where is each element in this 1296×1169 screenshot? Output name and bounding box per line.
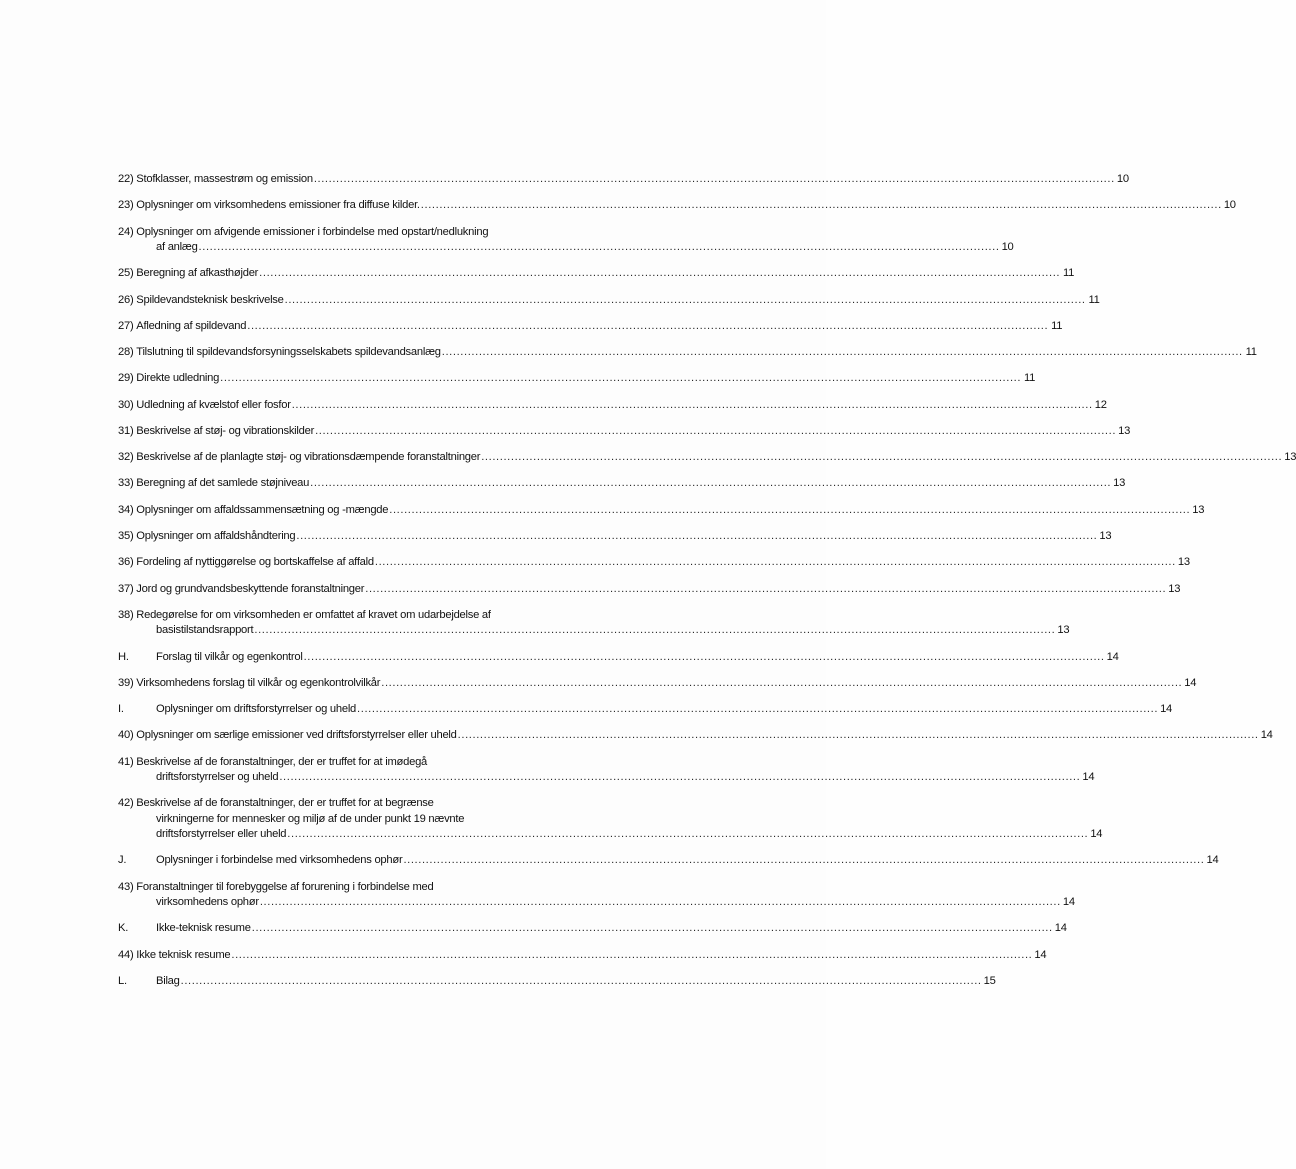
dot-leader <box>247 319 1048 334</box>
dot-leader <box>254 623 1055 638</box>
toc-entry-title: Udledning af kvælstof eller fosfor <box>136 398 291 411</box>
toc-entry-title: Direkte udledning <box>136 372 220 385</box>
toc-entry[interactable] <box>118 398 1107 413</box>
toc-entry[interactable] <box>118 555 1190 570</box>
dot-leader <box>310 476 1111 491</box>
toc-entry-line <box>118 529 1112 544</box>
toc-entry-line <box>118 676 1197 691</box>
toc-entry-number: 40) <box>118 729 137 742</box>
toc-page-number: 12 <box>1094 398 1107 411</box>
toc-entry-title: Ikke-teknisk resume <box>156 922 251 935</box>
toc-entry[interactable] <box>118 319 1063 334</box>
toc-entry-line <box>118 371 1036 386</box>
toc-page-number: 10 <box>1001 240 1014 253</box>
toc-entry-title: Oplysninger om affaldssammensætning og -mængde <box>136 503 389 516</box>
toc-page-number: 13 <box>1177 556 1190 569</box>
toc-page-number: 14 <box>1106 650 1119 663</box>
dot-leader <box>381 676 1182 691</box>
toc-entry-title: Oplysninger om affaldshåndtering <box>136 530 296 543</box>
toc-entry-number: 36) <box>118 556 137 569</box>
toc-entry-title: Ikke teknisk resume <box>136 948 231 961</box>
toc-entry-number: 44) <box>118 948 137 961</box>
dot-leader <box>292 398 1093 413</box>
toc-entry-title: driftsforstyrrelser og uheld <box>156 771 279 784</box>
toc-entry[interactable] <box>118 948 1047 963</box>
toc-entry-title: Spildevandsteknisk beskrivelse <box>136 293 284 306</box>
toc-entry-title: Beskrivelse af de foranstaltninger, der er truffet for at imødegå <box>136 755 428 768</box>
toc-entry-title: Oplysninger om driftsforstyrrelser og uheld <box>156 703 357 716</box>
toc-entry[interactable] <box>118 529 1112 544</box>
toc-entry-line <box>118 345 1257 360</box>
toc-page-number: 13 <box>1284 451 1296 464</box>
toc-entry-line <box>118 853 1219 868</box>
toc-entry-line <box>118 225 588 240</box>
toc-entry[interactable] <box>118 796 1103 842</box>
toc-entry[interactable] <box>118 225 1014 256</box>
toc-entry-title: driftsforstyrrelser eller uheld <box>156 828 287 841</box>
toc-entry-title: Beskrivelse af støj- og vibrationskilder <box>136 424 315 437</box>
toc-entry[interactable] <box>118 345 1257 360</box>
toc-entry-line <box>118 555 1190 570</box>
toc-entry-number: L. <box>118 974 127 987</box>
toc-entry-number: J. <box>118 854 127 867</box>
toc-entry-number: 27) <box>118 319 137 332</box>
dot-leader <box>252 921 1053 936</box>
toc-entry-number: 42) <box>118 797 137 810</box>
toc-entry-number: H. <box>118 650 129 663</box>
toc-entry-line <box>118 796 588 811</box>
table-of-contents <box>118 172 1296 1000</box>
toc-entry[interactable] <box>118 921 1067 936</box>
toc-entry-line <box>118 503 1205 518</box>
toc-entry[interactable] <box>118 172 1129 187</box>
toc-page-number: 14 <box>1160 703 1173 716</box>
toc-entry-title: Stofklasser, massestrøm og emission <box>136 173 313 185</box>
toc-page-number: 13 <box>1099 530 1112 543</box>
toc-entry-line <box>118 198 1236 213</box>
toc-entry-line <box>118 895 1075 910</box>
toc-entry-line <box>118 319 1063 334</box>
toc-entry[interactable] <box>118 676 1197 691</box>
toc-entry-line <box>118 770 1095 785</box>
toc-entry-title: Beregning af det samlede støjniveau <box>136 477 310 490</box>
toc-entry[interactable] <box>118 476 1126 491</box>
toc-entry-line <box>118 476 1126 491</box>
toc-entry-title: Afledning af spildevand <box>136 319 247 332</box>
toc-entry-title: af anlæg <box>156 240 198 253</box>
toc-entry-number: 37) <box>118 582 137 595</box>
toc-entry[interactable] <box>118 371 1036 386</box>
toc-page-number: 11 <box>1063 267 1075 280</box>
toc-entry-line <box>118 398 1107 413</box>
toc-entry[interactable] <box>118 650 1119 665</box>
toc-entry-line <box>118 172 1129 187</box>
toc-entry[interactable] <box>118 293 1100 308</box>
dot-leader <box>365 582 1166 597</box>
toc-entry-line <box>118 240 1014 255</box>
toc-page-number: 14 <box>1090 828 1103 841</box>
dot-leader <box>287 827 1088 842</box>
toc-entry-title: Beregning af afkasthøjder <box>136 267 259 280</box>
toc-page-number: 11 <box>1023 372 1036 385</box>
dot-leader <box>199 240 1000 255</box>
toc-entry-line <box>118 921 1067 936</box>
toc-entry-title: Oplysninger om særlige emissioner ved driftsforstyrrelser eller uheld <box>136 729 457 742</box>
toc-entry[interactable] <box>118 582 1181 597</box>
toc-entry-title: Jord og grundvandsbeskyttende foranstaltninger <box>136 582 365 595</box>
toc-page-number: 14 <box>1062 896 1075 909</box>
toc-entry-number: 39) <box>118 676 137 689</box>
toc-entry[interactable] <box>118 702 1173 717</box>
dot-leader <box>231 948 1032 963</box>
toc-page-number: 14 <box>1034 948 1047 961</box>
toc-entry-line <box>118 827 1103 842</box>
toc-page-number: 14 <box>1054 922 1067 935</box>
dot-leader <box>279 770 1080 785</box>
dot-leader <box>296 529 1097 544</box>
toc-page-number: 11 <box>1051 319 1063 332</box>
toc-entry[interactable] <box>118 853 1219 868</box>
toc-entry-title: Oplysninger om virksomhedens emissioner fra diffuse kilder. <box>136 199 420 212</box>
dot-leader <box>421 198 1222 213</box>
toc-entry-number: 22) <box>118 173 137 185</box>
toc-entry-number: 38) <box>118 608 137 621</box>
toc-entry-title: Beskrivelse af de planlagte støj- og vibrationsdæmpende foranstaltninger <box>136 451 481 464</box>
toc-entry-number: 26) <box>118 293 137 306</box>
toc-entry-title: Virksomhedens forslag til vilkår og egenkontrolvilkår <box>136 676 381 689</box>
toc-entry-number: 41) <box>118 755 137 768</box>
toc-entry-number: 35) <box>118 530 137 543</box>
toc-entry-title: Fordeling af nyttiggørelse og bortskaffelse af affald <box>136 556 374 569</box>
toc-entry-number: 24) <box>118 225 137 238</box>
toc-entry-number: 33) <box>118 477 137 490</box>
toc-entry-title: Tilslutning til spildevandsforsyningsselskabets spildevandsanlæg <box>136 346 441 359</box>
dot-leader <box>314 172 1115 187</box>
toc-entry-line <box>118 293 1100 308</box>
toc-entry-line <box>118 728 1273 743</box>
dot-leader <box>260 895 1061 910</box>
toc-entry[interactable] <box>118 424 1131 439</box>
toc-entry-line <box>118 608 588 623</box>
toc-entry-line <box>118 948 1047 963</box>
toc-page-number: 14 <box>1260 729 1273 742</box>
toc-entry-line <box>118 755 588 770</box>
toc-entry-title: virksomhedens ophør <box>156 896 259 909</box>
toc-page-number: 10 <box>1116 173 1129 185</box>
toc-entry-number: 34) <box>118 503 137 516</box>
toc-entry-title: Oplysninger om afvigende emissioner i forbindelse med opstart/nedlukning <box>136 225 489 238</box>
toc-entry-title: Oplysninger i forbindelse med virksomhedens ophør <box>156 854 403 867</box>
toc-page-number: 11 <box>1245 346 1257 359</box>
dot-leader <box>304 650 1105 665</box>
toc-entry-line <box>118 812 588 827</box>
dot-leader <box>220 371 1021 386</box>
toc-entry[interactable] <box>118 880 1075 911</box>
toc-entry[interactable] <box>118 755 1095 786</box>
toc-entry-number: 43) <box>118 880 137 893</box>
toc-entry[interactable] <box>118 728 1273 743</box>
toc-entry[interactable] <box>118 450 1296 465</box>
toc-entry-number: 29) <box>118 372 137 385</box>
toc-entry-line <box>118 582 1181 597</box>
dot-leader <box>389 503 1190 518</box>
toc-entry-line <box>118 623 1070 638</box>
toc-entry-number: 31) <box>118 424 137 437</box>
toc-entry-title: Redegørelse for om virksomheden er omfattet af kravet om udarbejdelse af <box>136 608 491 621</box>
dot-leader <box>403 853 1204 868</box>
toc-page-number: 14 <box>1184 676 1197 689</box>
toc-entry-title: Foranstaltninger til forebyggelse af forurening i forbindelse med <box>136 880 434 893</box>
dot-leader <box>259 266 1060 281</box>
toc-entry-line <box>118 450 1296 465</box>
toc-page-number: 11 <box>1088 293 1100 306</box>
toc-entry[interactable] <box>118 974 996 989</box>
toc-page-number: 14 <box>1082 771 1095 784</box>
toc-entry-title: Forslag til vilkår og egenkontrol <box>156 650 303 663</box>
toc-entry[interactable] <box>118 266 1075 281</box>
toc-page-number: 13 <box>1168 582 1181 595</box>
dot-leader <box>315 424 1116 439</box>
dot-leader <box>458 728 1259 743</box>
toc-entry-number: 32) <box>118 451 137 464</box>
toc-page-number: 13 <box>1192 503 1205 516</box>
toc-entry-number: 30) <box>118 398 137 411</box>
toc-entry[interactable] <box>118 503 1205 518</box>
toc-entry-number: 23) <box>118 199 137 212</box>
toc-entry-line <box>118 650 1119 665</box>
toc-entry-number: I. <box>118 703 124 716</box>
toc-entry-line <box>118 702 1173 717</box>
dot-leader <box>285 293 1086 308</box>
toc-entry-line <box>118 424 1131 439</box>
toc-entry-line <box>118 880 588 895</box>
dot-leader <box>481 450 1282 465</box>
dot-leader <box>442 345 1243 360</box>
toc-entry-title: Bilag <box>156 974 180 987</box>
toc-entry-title: Beskrivelse af de foranstaltninger, der er truffet for at begrænse <box>136 797 434 810</box>
toc-page-number: 13 <box>1113 477 1126 490</box>
dot-leader <box>375 555 1176 570</box>
toc-entry[interactable] <box>118 198 1236 213</box>
toc-page-number: 10 <box>1223 199 1236 212</box>
toc-page-number: 14 <box>1206 854 1219 867</box>
toc-entry-title: basistilstandsrapport <box>156 624 254 637</box>
dot-leader <box>357 702 1158 717</box>
toc-page-number: 13 <box>1118 424 1131 437</box>
toc-page-number: 15 <box>983 974 996 987</box>
toc-entry-number: 25) <box>118 267 137 280</box>
toc-entry-title: virkningerne for mennesker og miljø af de under punkt 19 nævnte <box>156 812 465 825</box>
dot-leader <box>181 974 982 989</box>
toc-page-number: 13 <box>1057 624 1070 637</box>
toc-entry-line <box>118 974 996 989</box>
toc-entry-line <box>118 266 1075 281</box>
toc-entry-number: K. <box>118 922 129 935</box>
toc-entry[interactable] <box>118 608 1070 639</box>
toc-entry-number: 28) <box>118 346 137 359</box>
